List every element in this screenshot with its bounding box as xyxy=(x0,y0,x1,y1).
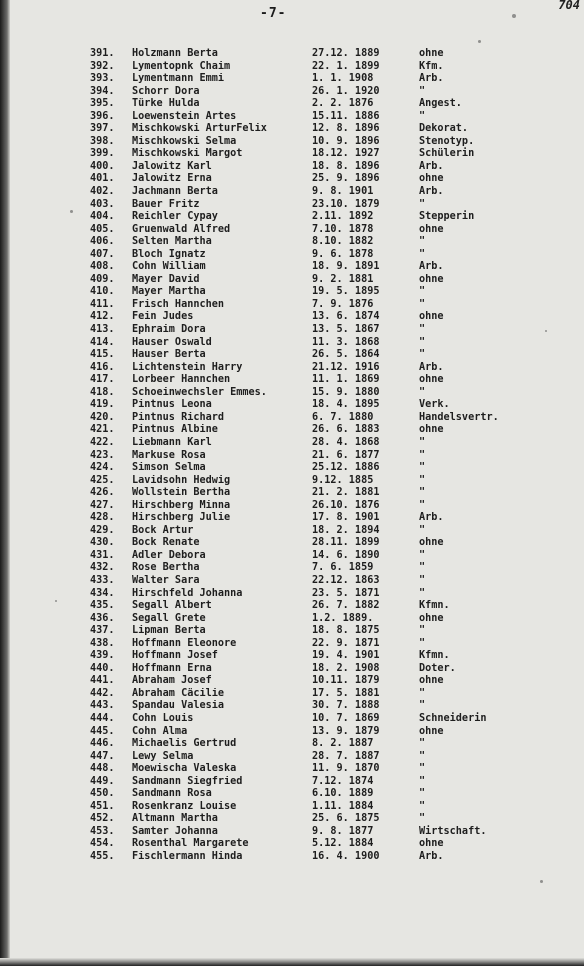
person-name: Mischkowski ArturFelix xyxy=(132,123,267,135)
occupation: " xyxy=(419,750,426,762)
entry-number: 428. xyxy=(90,512,115,524)
person-name: Lymentopnk Chaim xyxy=(132,60,231,72)
birth-date: 22.12. 1863 xyxy=(312,574,380,586)
occupation: " xyxy=(419,800,426,812)
person-name: Gruenwald Alfred xyxy=(132,223,231,235)
birth-date: 15. 9. 1880 xyxy=(312,386,380,398)
entry-number: 440. xyxy=(90,662,115,674)
occupation: Kfm. xyxy=(419,60,444,72)
birth-date: 18. 9. 1891 xyxy=(312,261,380,273)
occupation: ohne xyxy=(419,424,444,436)
person-name: Lavidsohn Hedwig xyxy=(132,474,231,486)
entry-number: 403. xyxy=(90,198,115,210)
entry-number: 411. xyxy=(90,298,115,310)
birth-date: 21.12. 1916 xyxy=(312,361,380,373)
entry-number: 438. xyxy=(90,637,115,649)
entry-number: 447. xyxy=(90,750,115,762)
scan-speck xyxy=(545,330,547,332)
birth-date: 7.12. 1874 xyxy=(312,775,374,787)
birth-date: 18. 4. 1895 xyxy=(312,399,380,411)
birth-date: 23.10. 1879 xyxy=(312,198,380,210)
birth-date: 7. 9. 1876 xyxy=(312,298,374,310)
occupation: Arb. xyxy=(419,261,444,273)
person-name: Segall Grete xyxy=(132,612,206,624)
occupation: ohne xyxy=(419,173,444,185)
occupation: " xyxy=(419,336,426,348)
birth-date: 19. 5. 1895 xyxy=(312,286,380,298)
person-name: Moewischa Valeska xyxy=(132,763,237,775)
entry-number: 418. xyxy=(90,386,115,398)
birth-date: 11. 1. 1869 xyxy=(312,374,380,386)
occupation: " xyxy=(419,298,426,310)
birth-date: 16. 4. 1900 xyxy=(312,851,380,862)
birth-date: 5.12. 1884 xyxy=(312,838,374,850)
person-name: Ephraim Dora xyxy=(132,324,206,336)
occupation: " xyxy=(419,788,426,800)
birth-date: 13. 6. 1874 xyxy=(312,311,380,323)
entry-number: 426. xyxy=(90,487,115,499)
birth-date: 10.11. 1879 xyxy=(312,675,380,687)
birth-date: 27.12. 1889 xyxy=(312,48,380,59)
occupation: Schneiderin xyxy=(419,712,487,724)
birth-date: 26. 5. 1864 xyxy=(312,349,380,361)
scan-speck xyxy=(55,600,57,602)
occupation: " xyxy=(419,574,426,586)
person-name: Hauser Oswald xyxy=(132,336,212,348)
birth-date: 18. 8. 1896 xyxy=(312,160,380,172)
entry-number: 439. xyxy=(90,650,115,662)
entry-number: 391. xyxy=(90,48,115,59)
person-name: Schoeinwechsler Emmes. xyxy=(132,386,267,398)
page-marker: -7- xyxy=(260,6,287,21)
birth-date: 26.10. 1876 xyxy=(312,499,380,511)
entry-number: 452. xyxy=(90,813,115,825)
entry-number: 404. xyxy=(90,211,115,223)
scan-speck xyxy=(70,210,73,213)
entry-number: 406. xyxy=(90,236,115,248)
person-name: Mischkowski Margot xyxy=(132,148,243,160)
occupation: Arb. xyxy=(419,186,444,198)
entry-number: 400. xyxy=(90,160,115,172)
occupation: " xyxy=(419,386,426,398)
birth-date: 21. 2. 1881 xyxy=(312,487,380,499)
person-name: Samter Johanna xyxy=(132,825,218,837)
occupation: ohne xyxy=(419,725,444,737)
birth-date: 9. 2. 1881 xyxy=(312,273,374,285)
entry-number: 421. xyxy=(90,424,115,436)
entry-number: 412. xyxy=(90,311,115,323)
birth-date: 18. 2. 1908 xyxy=(312,662,380,674)
person-name: Hirschberg Minna xyxy=(132,499,231,511)
birth-date: 9. 8. 1901 xyxy=(312,186,374,198)
entry-number: 454. xyxy=(90,838,115,850)
birth-date: 10. 7. 1869 xyxy=(312,712,380,724)
occupation: Doter. xyxy=(419,662,456,674)
entry-number: 413. xyxy=(90,324,115,336)
entry-number: 396. xyxy=(90,110,115,122)
occupation: " xyxy=(419,813,426,825)
person-name: Cohn Louis xyxy=(132,712,194,724)
occupation: " xyxy=(419,562,426,574)
corner-page-number: 704 xyxy=(558,0,580,12)
person-name: Segall Albert xyxy=(132,600,212,612)
birth-date: 28. 4. 1868 xyxy=(312,436,380,448)
scan-speck xyxy=(512,14,516,18)
occupation: " xyxy=(419,462,426,474)
birth-date: 2. 2. 1876 xyxy=(312,98,374,110)
birth-date: 7.10. 1878 xyxy=(312,223,374,235)
entry-number: 446. xyxy=(90,738,115,750)
birth-date: 11. 3. 1868 xyxy=(312,336,380,348)
occupation: " xyxy=(419,487,426,499)
occupation: " xyxy=(419,549,426,561)
entry-number: 416. xyxy=(90,361,115,373)
person-name: Loewenstein Artes xyxy=(132,110,237,122)
person-name: Jachmann Berta xyxy=(132,186,218,198)
person-name: Abraham Josef xyxy=(132,675,212,687)
occupation: " xyxy=(419,110,426,122)
birth-date: 9.12. 1885 xyxy=(312,474,374,486)
occupation: " xyxy=(419,524,426,536)
person-name: Jalowitz Karl xyxy=(132,160,212,172)
scan-speck xyxy=(478,40,481,43)
person-name: Lymentmann Emmi xyxy=(132,73,225,85)
entry-number: 448. xyxy=(90,763,115,775)
person-name: Selten Martha xyxy=(132,236,212,248)
occupation: Stepperin xyxy=(419,211,475,223)
person-name: Sandmann Siegfried xyxy=(132,775,243,787)
occupation: Stenotyp. xyxy=(419,135,475,147)
entry-number: 445. xyxy=(90,725,115,737)
entry-number: 444. xyxy=(90,712,115,724)
entry-number: 434. xyxy=(90,587,115,599)
occupation: Angest. xyxy=(419,98,462,110)
occupation: Arb. xyxy=(419,361,444,373)
birth-date: 26. 7. 1882 xyxy=(312,600,380,612)
person-name: Markuse Rosa xyxy=(132,449,206,461)
person-name: Mischkowski Selma xyxy=(132,135,237,147)
person-name: Rosenthal Margarete xyxy=(132,838,249,850)
occupation: Kfmn. xyxy=(419,600,450,612)
person-name: Jalowitz Erna xyxy=(132,173,212,185)
occupation: ohne xyxy=(419,311,444,323)
occupation: " xyxy=(419,587,426,599)
entry-number: 433. xyxy=(90,574,115,586)
birth-date: 9. 6. 1878 xyxy=(312,248,374,260)
person-name: Türke Hulda xyxy=(132,98,200,110)
person-name: Hoffmann Eleonore xyxy=(132,637,237,649)
person-name: Cohn Alma xyxy=(132,725,188,737)
person-name: Hoffmann Josef xyxy=(132,650,218,662)
occupation: " xyxy=(419,198,426,210)
entry-number: 417. xyxy=(90,374,115,386)
occupation: " xyxy=(419,637,426,649)
birth-date: 26. 1. 1920 xyxy=(312,85,380,97)
person-name: Fischlermann Hinda xyxy=(132,851,243,862)
occupation: ohne xyxy=(419,612,444,624)
birth-date: 1.11. 1884 xyxy=(312,800,374,812)
birth-date: 13. 5. 1867 xyxy=(312,324,380,336)
person-name: Pintnus Leona xyxy=(132,399,212,411)
entry-number: 423. xyxy=(90,449,115,461)
entry-number: 410. xyxy=(90,286,115,298)
person-name: Sandmann Rosa xyxy=(132,788,212,800)
occupation: " xyxy=(419,236,426,248)
occupation: " xyxy=(419,436,426,448)
entry-number: 414. xyxy=(90,336,115,348)
person-name: Frisch Hannchen xyxy=(132,298,225,310)
person-name: Michaelis Gertrud xyxy=(132,738,237,750)
person-name: Wollstein Bertha xyxy=(132,487,231,499)
entry-number: 420. xyxy=(90,411,115,423)
birth-date: 7. 6. 1859 xyxy=(312,562,374,574)
occupation: " xyxy=(419,700,426,712)
entry-number: 419. xyxy=(90,399,115,411)
person-name: Reichler Cypay xyxy=(132,211,218,223)
birth-date: 17. 8. 1901 xyxy=(312,512,380,524)
birth-date: 26. 6. 1883 xyxy=(312,424,380,436)
occupation: Verk. xyxy=(419,399,450,411)
birth-date: 9. 8. 1877 xyxy=(312,825,374,837)
occupation: " xyxy=(419,248,426,260)
birth-date: 25.12. 1886 xyxy=(312,462,380,474)
entry-number: 431. xyxy=(90,549,115,561)
birth-date: 13. 9. 1879 xyxy=(312,725,380,737)
occupation: " xyxy=(419,763,426,775)
occupation: " xyxy=(419,286,426,298)
entry-number: 422. xyxy=(90,436,115,448)
occupation: ohne xyxy=(419,223,444,235)
birth-date: 22. 1. 1899 xyxy=(312,60,380,72)
person-name: Schorr Dora xyxy=(132,85,200,97)
occupation: Handelsvertr. xyxy=(419,411,499,423)
person-name: Holzmann Berta xyxy=(132,48,218,59)
occupation: Schülerin xyxy=(419,148,475,160)
person-name: Bloch Ignatz xyxy=(132,248,206,260)
person-name: Bauer Fritz xyxy=(132,198,200,210)
occupation: " xyxy=(419,625,426,637)
entry-number: 398. xyxy=(90,135,115,147)
entry-number: 402. xyxy=(90,186,115,198)
scan-edge-bottom xyxy=(0,958,584,966)
entry-number: 432. xyxy=(90,562,115,574)
person-name: Mayer David xyxy=(132,273,200,285)
occupation: ohne xyxy=(419,838,444,850)
occupation: ohne xyxy=(419,537,444,549)
birth-date: 2.11. 1892 xyxy=(312,211,374,223)
occupation: " xyxy=(419,499,426,511)
birth-date: 1. 1. 1908 xyxy=(312,73,374,85)
birth-date: 8. 2. 1887 xyxy=(312,738,374,750)
occupation: Dekorat. xyxy=(419,123,469,135)
occupation: " xyxy=(419,474,426,486)
birth-date: 28. 7. 1887 xyxy=(312,750,380,762)
birth-date: 25. 9. 1896 xyxy=(312,173,380,185)
occupation: ohne xyxy=(419,48,444,59)
scan-speck xyxy=(540,880,543,883)
occupation: Arb. xyxy=(419,851,444,862)
occupation: " xyxy=(419,738,426,750)
person-name: Lipman Berta xyxy=(132,625,206,637)
person-name: Simson Selma xyxy=(132,462,206,474)
birth-date: 21. 6. 1877 xyxy=(312,449,380,461)
person-name: Lewy Selma xyxy=(132,750,194,762)
entry-number: 394. xyxy=(90,85,115,97)
occupation: ohne xyxy=(419,374,444,386)
birth-date: 11. 9. 1870 xyxy=(312,763,380,775)
entry-number: 449. xyxy=(90,775,115,787)
occupation: ohne xyxy=(419,273,444,285)
person-name: Mayer Martha xyxy=(132,286,206,298)
person-name: Spandau Valesia xyxy=(132,700,225,712)
birth-date: 25. 6. 1875 xyxy=(312,813,380,825)
occupation: Arb. xyxy=(419,73,444,85)
entry-number: 442. xyxy=(90,687,115,699)
entry-number: 393. xyxy=(90,73,115,85)
occupation: Wirtschaft. xyxy=(419,825,487,837)
person-name: Hauser Berta xyxy=(132,349,206,361)
entry-number: 399. xyxy=(90,148,115,160)
person-name: Pintnus Richard xyxy=(132,411,225,423)
occupation: ohne xyxy=(419,675,444,687)
birth-date: 18. 2. 1894 xyxy=(312,524,380,536)
person-name: Altmann Martha xyxy=(132,813,218,825)
entry-number: 430. xyxy=(90,537,115,549)
entry-number: 455. xyxy=(90,851,115,862)
person-name: Lorbeer Hannchen xyxy=(132,374,231,386)
entry-number: 409. xyxy=(90,273,115,285)
entry-number: 415. xyxy=(90,349,115,361)
entry-number: 451. xyxy=(90,800,115,812)
entry-number: 424. xyxy=(90,462,115,474)
entry-number: 437. xyxy=(90,625,115,637)
entry-number: 429. xyxy=(90,524,115,536)
birth-date: 14. 6. 1890 xyxy=(312,549,380,561)
birth-date: 8.10. 1882 xyxy=(312,236,374,248)
occupation: " xyxy=(419,85,426,97)
entry-number: 425. xyxy=(90,474,115,486)
birth-date: 18. 8. 1875 xyxy=(312,625,380,637)
occupation: " xyxy=(419,775,426,787)
person-name: Pintnus Albine xyxy=(132,424,218,436)
entry-number: 395. xyxy=(90,98,115,110)
entry-number: 435. xyxy=(90,600,115,612)
birth-date: 12. 8. 1896 xyxy=(312,123,380,135)
entry-number: 397. xyxy=(90,123,115,135)
birth-date: 28.11. 1899 xyxy=(312,537,380,549)
entry-number: 405. xyxy=(90,223,115,235)
entry-number: 443. xyxy=(90,700,115,712)
person-name: Rose Bertha xyxy=(132,562,200,574)
occupation: " xyxy=(419,324,426,336)
person-name: Adler Debora xyxy=(132,549,206,561)
person-name: Fein Judes xyxy=(132,311,194,323)
birth-date: 19. 4. 1901 xyxy=(312,650,380,662)
person-name: Cohn William xyxy=(132,261,206,273)
person-name: Bock Renate xyxy=(132,537,200,549)
entry-number: 407. xyxy=(90,248,115,260)
person-name: Hoffmann Erna xyxy=(132,662,212,674)
birth-date: 23. 5. 1871 xyxy=(312,587,380,599)
person-name: Hirschfeld Johanna xyxy=(132,587,243,599)
occupation: " xyxy=(419,687,426,699)
entry-number: 436. xyxy=(90,612,115,624)
birth-date: 15.11. 1886 xyxy=(312,110,380,122)
occupation: " xyxy=(419,449,426,461)
birth-date: 30. 7. 1888 xyxy=(312,700,380,712)
birth-date: 17. 5. 1881 xyxy=(312,687,380,699)
occupation: Arb. xyxy=(419,512,444,524)
occupation: " xyxy=(419,349,426,361)
entry-number: 427. xyxy=(90,499,115,511)
birth-date: 18.12. 1927 xyxy=(312,148,380,160)
entry-number: 392. xyxy=(90,60,115,72)
entry-number: 453. xyxy=(90,825,115,837)
person-name: Lichtenstein Harry xyxy=(132,361,243,373)
person-name: Bock Artur xyxy=(132,524,194,536)
person-name: Walter Sara xyxy=(132,574,200,586)
person-name: Hirschberg Julie xyxy=(132,512,231,524)
entry-number: 450. xyxy=(90,788,115,800)
birth-date: 10. 9. 1896 xyxy=(312,135,380,147)
entry-number: 441. xyxy=(90,675,115,687)
person-name: Rosenkranz Louise xyxy=(132,800,237,812)
occupation: Arb. xyxy=(419,160,444,172)
birth-date: 6.10. 1889 xyxy=(312,788,374,800)
birth-date: 1.2. 1889. xyxy=(312,612,374,624)
entry-number: 401. xyxy=(90,173,115,185)
birth-date: 22. 9. 1871 xyxy=(312,637,380,649)
person-name: Liebmann Karl xyxy=(132,436,212,448)
person-name: Abraham Cäcilie xyxy=(132,687,225,699)
birth-date: 6. 7. 1880 xyxy=(312,411,374,423)
occupation: Kfmn. xyxy=(419,650,450,662)
scan-edge-left xyxy=(0,0,10,966)
entry-number: 408. xyxy=(90,261,115,273)
